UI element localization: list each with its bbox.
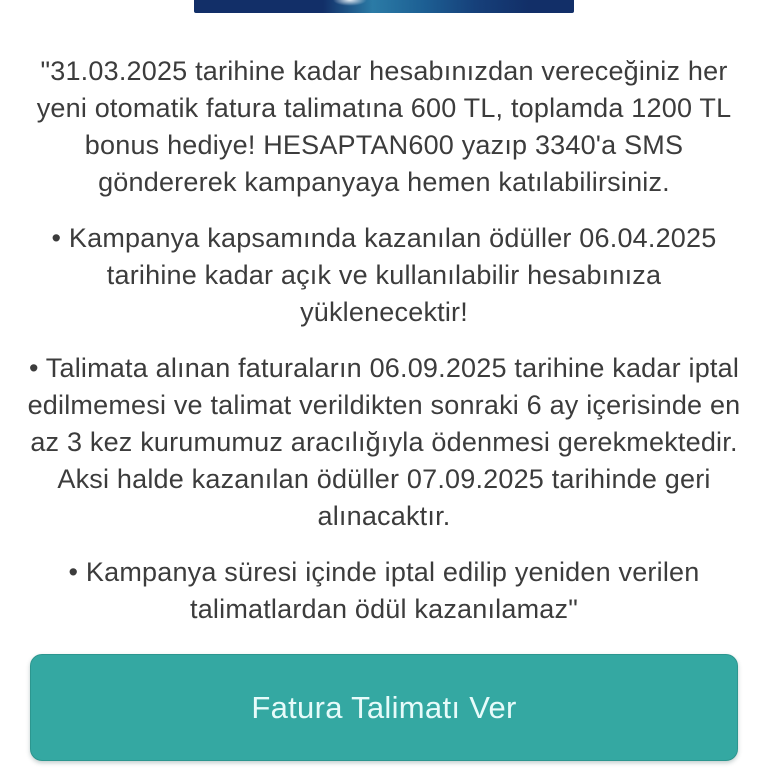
- campaign-terms-paragraph-1: "31.03.2025 tarihine kadar hesabınızdan vereceğiniz her yeni otomatik fatura talimatına 600 TL, toplamda 1200 TL bonus hediye! HESAPTAN600 yazıp 3340'a SMS göndererek kampanyaya hemen katılabilirsiniz.: [36, 56, 732, 197]
- campaign-terms-paragraph-3: • Talimata alınan faturaların 06.09.2025 tarihine kadar iptal edilmemesi ve talimat verildikten sonraki 6 ay içerisinde en az 3 kez kurumumuz aracılığıyla ödenmesi gerekmektedir. Aksi halde kazanılan ödüller 07.09.2025 tarihinde geri alınacaktır.: [27, 353, 741, 531]
- campaign-terms-paragraph-4: • Kampanya süresi içinde iptal edilip yeniden verilen talimatlardan ödül kazanılamaz": [68, 557, 700, 624]
- fatura-talimati-ver-button[interactable]: Fatura Talimatı Ver: [30, 654, 738, 761]
- campaign-banner-image: [194, 0, 574, 13]
- campaign-terms-paragraph-2: • Kampanya kapsamında kazanılan ödüller 06.04.2025 tarihine kadar açık ve kullanılabilir hesabınıza yüklenecektir!: [51, 223, 717, 327]
- campaign-terms-text: [0, 13, 768, 628]
